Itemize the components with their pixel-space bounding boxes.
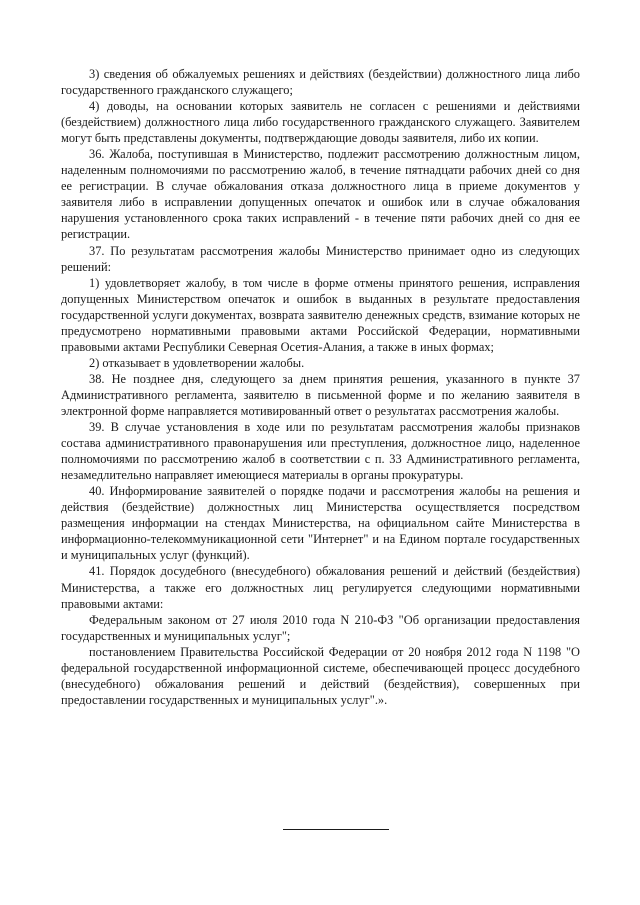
paragraph-37-item-2: 2) отказывает в удовлетворении жалобы. bbox=[89, 355, 305, 370]
paragraph-item-4: 4) доводы, на основании которых заявитель не согласен с решениями и действиями (бездействием) должностного лица либо государственного гражданского служащего. Заявителем могут быть представлены документы, подтверждающие доводы заявителя, либо их копии. bbox=[61, 99, 580, 146]
paragraph-41: 41. Порядок досудебного (внесудебного) обжалования решений и действий (бездействия) Министерства, а также его должностных лиц регулируется следующими нормативными правовыми актами: bbox=[61, 564, 580, 611]
paragraph-38: 38. Не позднее дня, следующего за днем принятия решения, указанного в пункте 37 Административного регламента, заявителю в письменной форме и по желанию заявителя в электронной форме направляется мотивированный ответ о результатах рассмотрения жалобы. bbox=[61, 371, 580, 418]
paragraph-40: 40. Информирование заявителей о порядке подачи и рассмотрения жалобы на решения и действия (бездействие) должностных лиц Министерства осуществляется посредством размещения информации на стендах Министерства, на официальном сайте Министерства в информационно-телекоммуникационной сети "Интернет" и на Едином портале государственных и муниципальных услуг (функций). bbox=[61, 484, 580, 563]
paragraph-41-decree-1198: постановлением Правительства Российской Федерации от 20 ноября 2012 года N 1198 "О федеральной государственной информационной системе, обеспечивающей процесс досудебного (внесудебного) обжалования решений и действий (бездействия), совершенных при предоставлении государственных и муниципальных услуг".». bbox=[61, 644, 580, 707]
paragraph-37: 37. По результатам рассмотрения жалобы Министерство принимает одно из следующих решений: bbox=[61, 243, 580, 274]
paragraph-41-law-210: Федеральным законом от 27 июля 2010 года N 210-ФЗ "Об организации предоставления государственных и муниципальных услуг"; bbox=[61, 612, 580, 643]
footer-divider bbox=[283, 829, 389, 830]
paragraph-39: 39. В случае установления в ходе или по результатам рассмотрения жалобы признаков состава административного правонарушения или преступления, должностное лицо, наделенное полномочиями по рассмотрению жалоб в соответствии с п. 33 Административного регламента, незамедлительно направляет имеющиеся материалы в органы прокуратуры. bbox=[61, 420, 580, 483]
paragraph-item-3: 3) сведения об обжалуемых решениях и действиях (бездействии) должностного лица либо государственного гражданского служащего; bbox=[61, 67, 580, 98]
paragraph-37-item-1: 1) удовлетворяет жалобу, в том числе в форме отмены принятого решения, исправления допущенных Министерством опечаток и ошибок в выданных в результате предоставления государственной услуги документах, возврата заявителю денежных средств, взимание которых не предусмотрено нормативными правовыми актами Российской Федерации, нормативными правовыми актами Республики Северная Осетия-Алания, а также в иных формах; bbox=[61, 275, 580, 354]
paragraph-36: 36. Жалоба, поступившая в Министерство, подлежит рассмотрению должностным лицом, наделенным полномочиями по рассмотрению жалоб, в течение пятнадцати рабочих дней со дня ее регистрации. В случае обжалования отказа должностного лица в приеме документов у заявителя либо в исправлении допущенных опечаток и ошибок или в случае обжалования нарушения установленного срока таких исправлений - в течение пяти рабочих дней со дня ее регистрации. bbox=[61, 147, 580, 242]
document-body bbox=[61, 66, 580, 708]
